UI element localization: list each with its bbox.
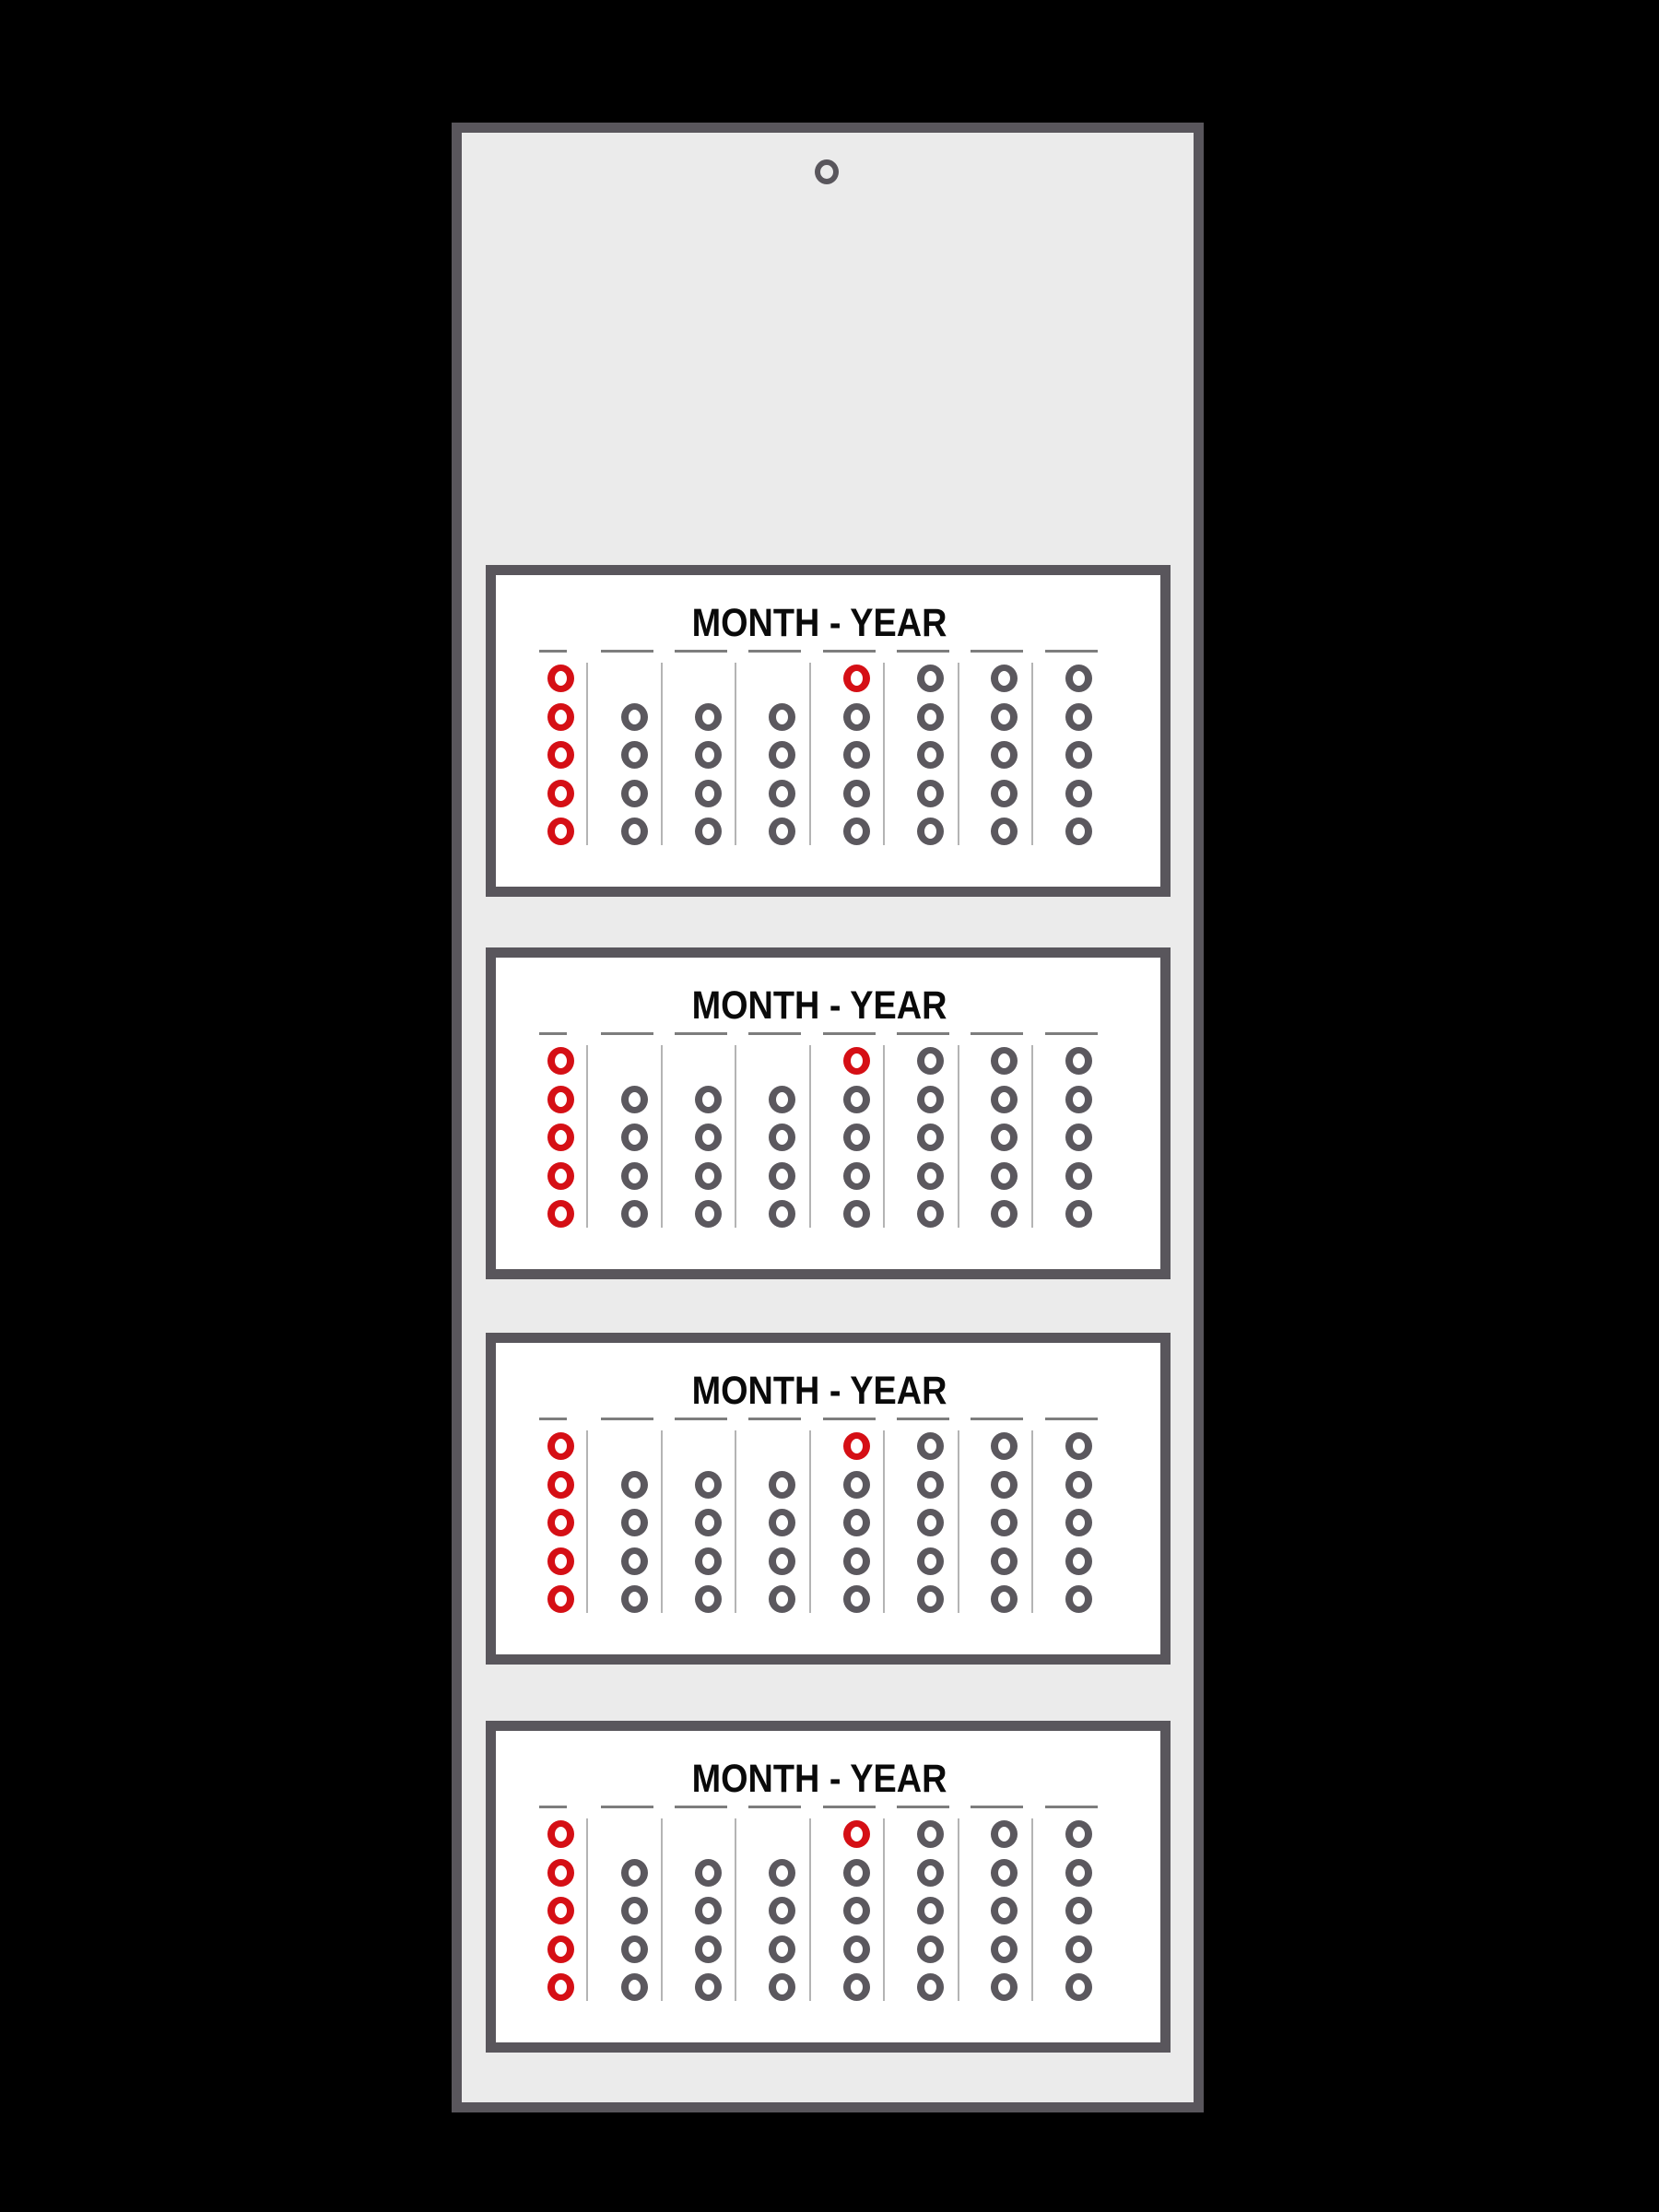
day-circle-red [547, 1509, 574, 1536]
day-circle-gray [991, 1547, 1018, 1575]
column-divider-line [883, 663, 885, 845]
day-circle-red [547, 741, 574, 769]
month-panel-2 [486, 947, 1171, 1279]
day-circle-gray [695, 1973, 722, 2001]
weekday-placeholder-line [601, 1032, 653, 1035]
day-circle-red [547, 1124, 574, 1151]
day-circle-red [547, 1585, 574, 1613]
weekday-placeholder-line [675, 1032, 727, 1035]
column-divider-line [883, 1430, 885, 1613]
weekday-placeholder-line [675, 1418, 727, 1420]
column-divider-line [735, 1045, 736, 1228]
day-circle-gray [843, 1124, 870, 1151]
day-circle-red [843, 1047, 870, 1075]
day-circle-gray [769, 1086, 795, 1113]
day-circle-gray [769, 1509, 795, 1536]
weekday-placeholder-line [823, 650, 876, 653]
day-circle-gray [769, 818, 795, 845]
day-circle-gray [695, 1200, 722, 1228]
weekday-placeholder-line [823, 1032, 876, 1035]
day-circle-gray [1065, 1432, 1092, 1460]
day-circle-gray [769, 780, 795, 807]
day-circle-gray [621, 1471, 648, 1499]
day-circle-red [547, 1547, 574, 1575]
day-circle-gray [621, 703, 648, 731]
day-circle-gray [695, 818, 722, 845]
day-circle-gray [621, 1124, 648, 1151]
day-circle-gray [769, 1936, 795, 1963]
day-circle-gray [695, 1124, 722, 1151]
day-circle-gray [1065, 1200, 1092, 1228]
weekday-placeholder-line [823, 1806, 876, 1808]
day-circle-gray [769, 1859, 795, 1887]
weekday-placeholder-line [748, 650, 801, 653]
day-circle-gray [843, 1162, 870, 1190]
day-circle-gray [769, 1471, 795, 1499]
calendar-grid [496, 1731, 1160, 2042]
day-circle-red [547, 1820, 574, 1848]
day-circle-gray [843, 1585, 870, 1613]
day-circle-gray [769, 1585, 795, 1613]
weekday-placeholder-line [897, 1032, 949, 1035]
day-circle-gray [991, 1086, 1018, 1113]
weekday-placeholder-line [748, 1418, 801, 1420]
day-circle-gray [843, 1897, 870, 1924]
day-circle-red [547, 1432, 574, 1460]
day-circle-gray [843, 703, 870, 731]
day-circle-gray [843, 741, 870, 769]
day-circle-gray [917, 1820, 944, 1848]
day-circle-gray [1065, 1859, 1092, 1887]
column-divider-line [809, 663, 811, 845]
day-circle-gray [991, 780, 1018, 807]
day-circle-gray [917, 1124, 944, 1151]
day-circle-gray [843, 1086, 870, 1113]
day-circle-gray [917, 818, 944, 845]
weekday-placeholder-line [675, 1806, 727, 1808]
day-circle-gray [991, 1432, 1018, 1460]
day-circle-gray [991, 1897, 1018, 1924]
day-circle-gray [991, 1124, 1018, 1151]
day-circle-gray [621, 1973, 648, 2001]
day-circle-gray [621, 818, 648, 845]
day-circle-red [547, 1162, 574, 1190]
day-circle-gray [917, 1936, 944, 1963]
month-year-title: MONTH - YEAR [691, 1369, 947, 1413]
weekday-placeholder-line [748, 1806, 801, 1808]
day-circle-gray [991, 1509, 1018, 1536]
weekday-placeholder-line [1045, 1032, 1098, 1035]
month-panel-1 [486, 565, 1171, 897]
day-circle-gray [1065, 1124, 1092, 1151]
day-circle-gray [917, 665, 944, 692]
day-circle-gray [769, 1200, 795, 1228]
day-circle-gray [695, 1471, 722, 1499]
weekday-placeholder-line [971, 1418, 1023, 1420]
weekday-placeholder-line [1045, 1806, 1098, 1808]
day-circle-gray [1065, 1471, 1092, 1499]
day-circle-gray [621, 1200, 648, 1228]
day-circle-gray [917, 1973, 944, 2001]
weekday-placeholder-line [897, 1418, 949, 1420]
day-circle-gray [991, 1820, 1018, 1848]
day-circle-red [547, 818, 574, 845]
month-year-title: MONTH - YEAR [691, 983, 947, 1028]
day-circle-gray [991, 1162, 1018, 1190]
day-circle-gray [917, 703, 944, 731]
column-divider-line [586, 1818, 588, 2001]
weekday-placeholder-line [539, 1806, 567, 1808]
weekday-placeholder-line [601, 650, 653, 653]
day-circle-gray [769, 1547, 795, 1575]
day-circle-gray [1065, 1509, 1092, 1536]
day-circle-gray [621, 780, 648, 807]
day-circle-gray [917, 1047, 944, 1075]
month-year-title: MONTH - YEAR [691, 601, 947, 645]
day-circle-gray [1065, 1973, 1092, 2001]
column-divider-line [958, 1045, 959, 1228]
day-circle-red [547, 703, 574, 731]
column-divider-line [661, 663, 663, 845]
day-circle-gray [1065, 741, 1092, 769]
column-divider-line [586, 1045, 588, 1228]
day-circle-gray [991, 1973, 1018, 2001]
column-divider-line [883, 1818, 885, 2001]
day-circle-red [547, 1973, 574, 2001]
day-circle-gray [917, 1509, 944, 1536]
day-circle-gray [769, 703, 795, 731]
column-divider-line [809, 1818, 811, 2001]
day-circle-gray [991, 741, 1018, 769]
day-circle-red [547, 1936, 574, 1963]
column-divider-line [661, 1045, 663, 1228]
day-circle-gray [769, 1897, 795, 1924]
weekday-placeholder-line [971, 1806, 1023, 1808]
day-circle-gray [695, 1936, 722, 1963]
day-circle-gray [695, 741, 722, 769]
day-circle-red [843, 1820, 870, 1848]
day-circle-gray [1065, 1585, 1092, 1613]
weekday-placeholder-line [971, 650, 1023, 653]
column-divider-line [661, 1818, 663, 2001]
weekday-placeholder-line [601, 1418, 653, 1420]
column-divider-line [1031, 1818, 1033, 2001]
day-circle-gray [1065, 1086, 1092, 1113]
day-circle-gray [917, 1547, 944, 1575]
day-circle-gray [991, 1200, 1018, 1228]
day-circle-gray [843, 818, 870, 845]
calendar-grid [496, 1343, 1160, 1654]
column-divider-line [883, 1045, 885, 1228]
day-circle-gray [917, 1432, 944, 1460]
day-circle-gray [843, 1973, 870, 2001]
column-divider-line [1031, 1045, 1033, 1228]
weekday-placeholder-line [539, 1032, 567, 1035]
day-circle-gray [1065, 665, 1092, 692]
day-circle-gray [843, 1509, 870, 1536]
weekday-placeholder-line [1045, 1418, 1098, 1420]
day-circle-gray [917, 1471, 944, 1499]
blank-header-area [486, 133, 1171, 565]
day-circle-gray [843, 1200, 870, 1228]
day-circle-gray [917, 741, 944, 769]
day-circle-red [547, 1859, 574, 1887]
day-circle-gray [991, 665, 1018, 692]
column-divider-line [586, 663, 588, 845]
column-divider-line [735, 1430, 736, 1613]
day-circle-gray [1065, 780, 1092, 807]
day-circle-red [547, 1086, 574, 1113]
month-panel-3 [486, 1333, 1171, 1665]
calendar-grid [496, 958, 1160, 1269]
day-circle-gray [917, 1859, 944, 1887]
day-circle-red [547, 665, 574, 692]
day-circle-gray [991, 1585, 1018, 1613]
day-circle-red [547, 1897, 574, 1924]
column-divider-line [661, 1430, 663, 1613]
month-panel-4 [486, 1721, 1171, 2053]
day-circle-gray [695, 1509, 722, 1536]
day-circle-gray [917, 1897, 944, 1924]
day-circle-gray [917, 1200, 944, 1228]
column-divider-line [958, 663, 959, 845]
calendar-board [452, 123, 1204, 2112]
weekday-placeholder-line [1045, 650, 1098, 653]
day-circle-gray [1065, 1047, 1092, 1075]
day-circle-gray [1065, 1936, 1092, 1963]
day-circle-gray [917, 1585, 944, 1613]
day-circle-gray [843, 1471, 870, 1499]
column-divider-line [958, 1818, 959, 2001]
weekday-placeholder-line [539, 650, 567, 653]
day-circle-red [547, 1200, 574, 1228]
day-circle-red [547, 1471, 574, 1499]
column-divider-line [809, 1045, 811, 1228]
day-circle-gray [769, 1162, 795, 1190]
day-circle-gray [991, 1047, 1018, 1075]
day-circle-gray [1065, 818, 1092, 845]
day-circle-gray [621, 1936, 648, 1963]
day-circle-gray [843, 1547, 870, 1575]
day-circle-gray [695, 1859, 722, 1887]
day-circle-gray [843, 1859, 870, 1887]
day-circle-gray [917, 780, 944, 807]
day-circle-gray [1065, 1820, 1092, 1848]
day-circle-gray [695, 780, 722, 807]
day-circle-gray [769, 741, 795, 769]
day-circle-gray [917, 1086, 944, 1113]
day-circle-gray [1065, 1897, 1092, 1924]
day-circle-gray [991, 818, 1018, 845]
day-circle-gray [621, 1547, 648, 1575]
column-divider-line [735, 663, 736, 845]
day-circle-gray [769, 1973, 795, 2001]
day-circle-gray [695, 1086, 722, 1113]
day-circle-gray [991, 703, 1018, 731]
day-circle-gray [991, 1859, 1018, 1887]
day-circle-red [547, 1047, 574, 1075]
day-circle-gray [991, 1936, 1018, 1963]
weekday-placeholder-line [897, 1806, 949, 1808]
column-divider-line [958, 1430, 959, 1613]
day-circle-gray [621, 741, 648, 769]
column-divider-line [1031, 663, 1033, 845]
day-circle-gray [621, 1585, 648, 1613]
day-circle-gray [917, 1162, 944, 1190]
day-circle-gray [843, 780, 870, 807]
weekday-placeholder-line [601, 1806, 653, 1808]
column-divider-line [1031, 1430, 1033, 1613]
day-circle-gray [695, 1547, 722, 1575]
day-circle-gray [621, 1859, 648, 1887]
day-circle-red [843, 1432, 870, 1460]
day-circle-gray [1065, 703, 1092, 731]
day-circle-gray [621, 1086, 648, 1113]
day-circle-gray [1065, 1547, 1092, 1575]
weekday-placeholder-line [675, 650, 727, 653]
column-divider-line [809, 1430, 811, 1613]
day-circle-gray [843, 1936, 870, 1963]
weekday-placeholder-line [897, 650, 949, 653]
day-circle-gray [695, 1897, 722, 1924]
weekday-placeholder-line [748, 1032, 801, 1035]
day-circle-gray [621, 1162, 648, 1190]
day-circle-gray [1065, 1162, 1092, 1190]
day-circle-gray [991, 1471, 1018, 1499]
weekday-placeholder-line [539, 1418, 567, 1420]
weekday-placeholder-line [823, 1418, 876, 1420]
day-circle-gray [769, 1124, 795, 1151]
calendar-grid [496, 575, 1160, 887]
day-circle-gray [621, 1509, 648, 1536]
weekday-placeholder-line [971, 1032, 1023, 1035]
day-circle-gray [695, 703, 722, 731]
day-circle-red [547, 780, 574, 807]
month-year-title: MONTH - YEAR [691, 1757, 947, 1801]
column-divider-line [735, 1818, 736, 2001]
day-circle-gray [695, 1585, 722, 1613]
day-circle-red [843, 665, 870, 692]
day-circle-gray [621, 1897, 648, 1924]
column-divider-line [586, 1430, 588, 1613]
day-circle-gray [695, 1162, 722, 1190]
